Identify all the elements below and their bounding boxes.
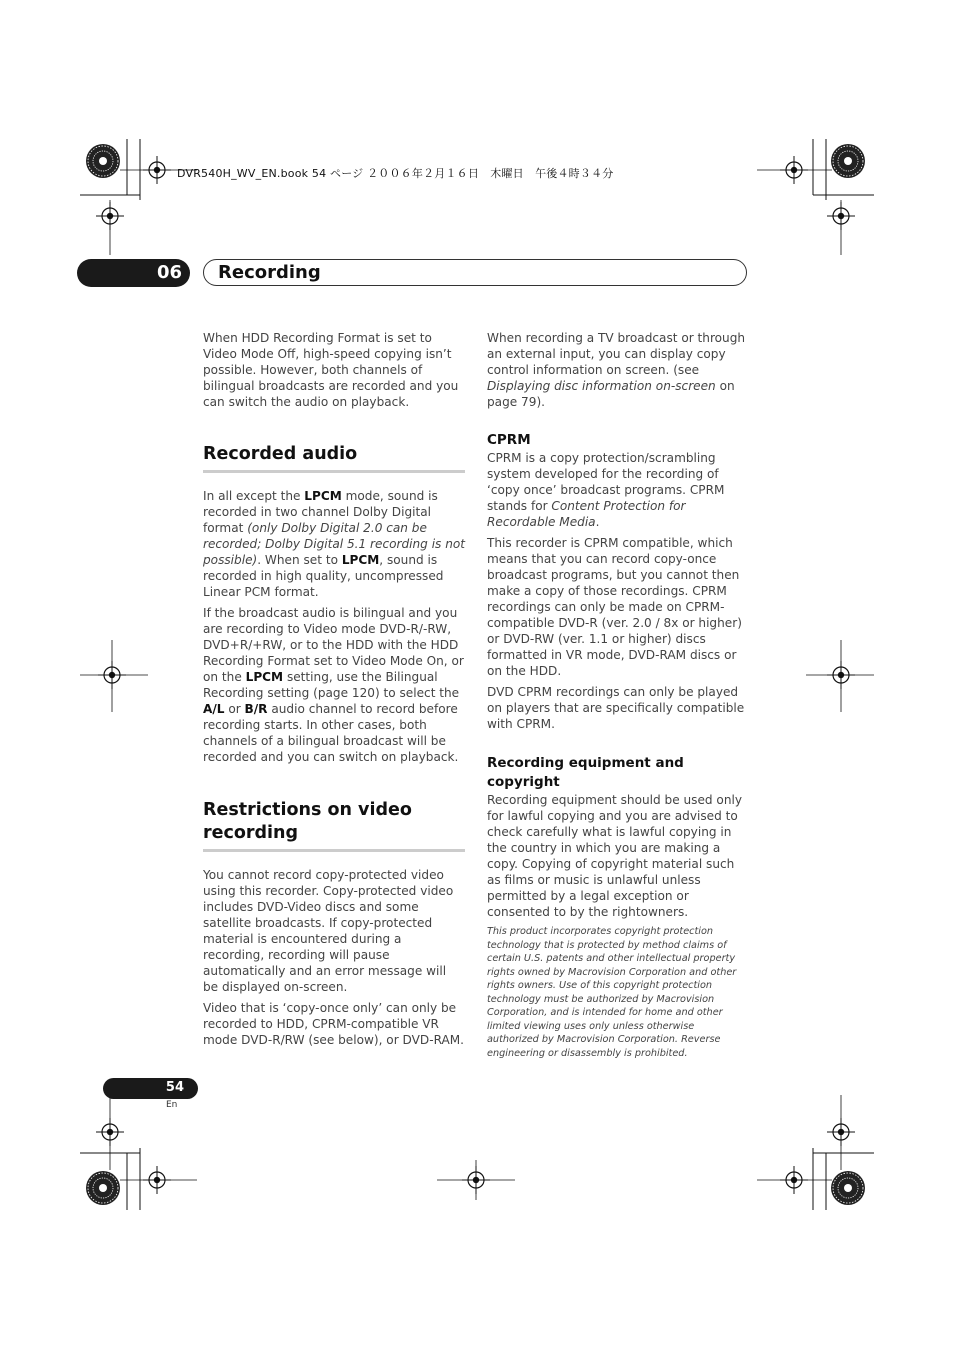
page-number: 54 xyxy=(165,1080,184,1095)
chapter-number-tab xyxy=(77,259,190,287)
right-intro: When recording a TV broadcast or through an external input, you can display copy control information on screen. (see Displaying disc information on-screen on page 79). xyxy=(487,331,746,409)
registration-burst-icon xyxy=(86,144,120,178)
chapter-title-box xyxy=(203,259,747,286)
recorded-audio-paragraph-2: If the broadcast audio is bilingual and you are recording to Video mode DVD-R/-RW, DVD+R/+RW, or to the HDD with the HDD Recording Format set to Video Mode On, or on the LPCM setting, use the Bilingual Recording setting (page 120) to select the A/L or B/R audio channel to record before recording starts. In other cases, both channels of a bilingual broadcast will be recorded and you can switch on playback. xyxy=(203,606,464,764)
chapter-title: Recording xyxy=(218,262,321,283)
copyright-paragraph-1: Recording equipment should be used only for lawful copying and you are advised to check carefully what is lawful copying in the country in which you are making a copy. Copying of copyright material such as films or music is unlawful unless permitted by a legal exception or consented to by the rightowners. xyxy=(487,793,743,919)
cprm-paragraph-2: This recorder is CPRM compatible, which means that you can record copy-once broadcast programs, but you cannot then make a copy of those recordings. CPRM recordings can only be made on CPRM-compatible DVD-R (ver. 2.0 / 8x or higher) or DVD-RW (ver. 1.1 or higher) discs formatted in VR mode, DVD-RAM discs or on the HDD. xyxy=(487,536,742,678)
registration-burst-icon xyxy=(831,144,865,178)
subheading-cprm: CPRM xyxy=(487,432,531,448)
chapter-number: 06 xyxy=(156,262,182,283)
section-heading-restrictions: Restrictions on video recording xyxy=(203,799,465,852)
cprm-paragraph-1: CPRM is a copy protection/scrambling system developed for the recording of ‘copy once’ broadcast programs. CPRM stands for Content Protection for Recordable Media. xyxy=(487,451,725,529)
left-column xyxy=(203,330,465,1053)
right-column xyxy=(487,330,749,1065)
left-intro: When HDD Recording Format is set to Video Mode Off, high-speed copying isn’t possible. However, both channels of bilingual broadcasts are recorded and you can switch the audio on playback. xyxy=(203,331,459,409)
registration-burst-icon xyxy=(86,1171,120,1205)
recorded-audio-paragraph-1: In all except the LPCM mode, sound is recorded in two channel Dolby Digital format (only Dolby Digital 2.0 can be recorded; Dolby Digital 5.1 recording is not possible). When set to LPCM, sound is recorded in high quality, uncompressed Linear PCM format. xyxy=(203,489,466,599)
print-file-info: DVR540H_WV_EN.book 54 ページ ２００６年２月１６日 木曜日 午後４時３４分 xyxy=(177,167,614,180)
restrictions-paragraph-1: You cannot record copy-protected video using this recorder. Copy-protected video includes DVD-Video discs and some satellite broadcasts. If copy-protected material is encountered during a recording, recording will pause automatically and an error message will be displayed on-screen. xyxy=(203,868,454,994)
macrovision-notice: This product incorporates copyright protection technology that is protected by method claims of certain U.S. patents and other intellectual property rights owned by Macrovision Corporation and other rights owners. Use of this copyright protection technology must be authorized by Macrovision Corporation, and is intended for home and other limited viewing uses only unless otherwise authorized by Macrovision Corporation. Reverse engineering or disassembly is prohibited. xyxy=(487,926,737,1059)
restrictions-paragraph-2: Video that is ‘copy-once only’ can only be recorded to HDD, CPRM-compatible VR mode DVD-R/RW (see below), or DVD-RAM. xyxy=(203,1001,465,1047)
subheading-recording-equipment-copyright: Recording equipment and copyright xyxy=(487,755,684,790)
cprm-paragraph-3: DVD CPRM recordings can only be played on players that are specifically compatible with CPRM. xyxy=(487,685,745,731)
page-language: En xyxy=(166,1100,178,1110)
registration-burst-icon xyxy=(831,1171,865,1205)
page-number-tab xyxy=(103,1078,198,1099)
section-heading-recorded-audio: Recorded audio xyxy=(203,443,465,473)
